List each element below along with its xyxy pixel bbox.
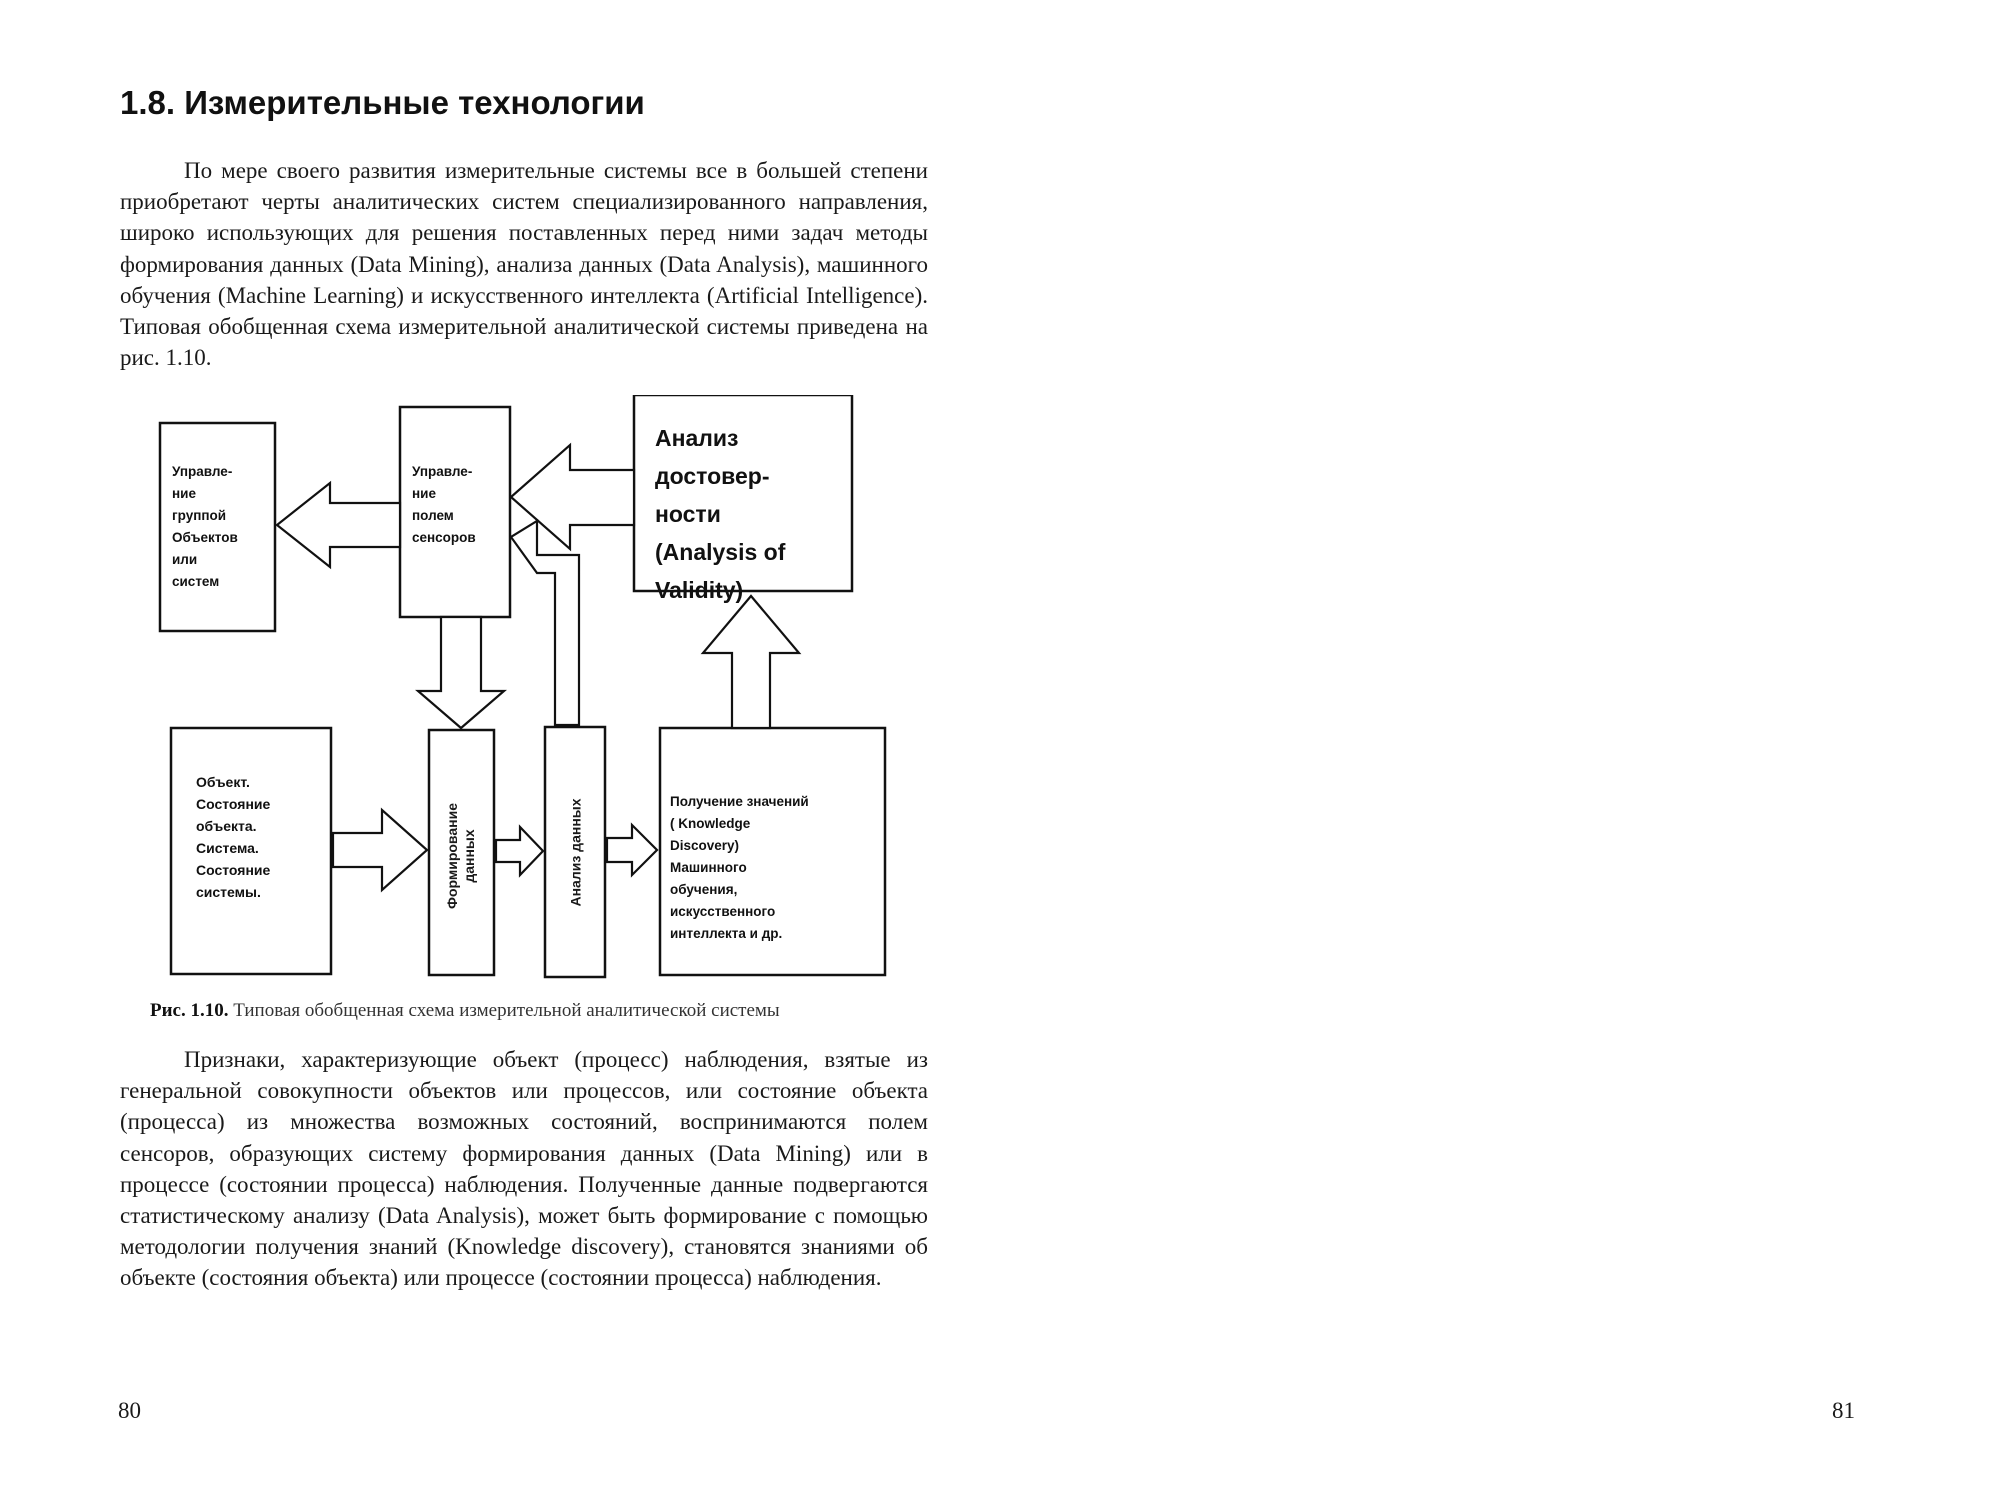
figure-1-10 <box>150 395 890 995</box>
label-knowledge: Получение значений ( Knowledge Discovery) Машинного обучения, искусственного интеллекта и др. <box>670 794 809 941</box>
right-page <box>1000 0 2000 1492</box>
intro-text <box>120 155 928 373</box>
arrow-analysis-to-knowledge <box>607 825 657 875</box>
page-number-right: 81 <box>1832 1398 1855 1423</box>
label-data-analysis: Анализ данных <box>567 798 584 907</box>
arrow-to-data-forming <box>418 617 504 728</box>
label-sensor-control: Управле- ние полем сенсоров <box>412 464 476 545</box>
section-heading: 1.8. Измерительные технологии <box>120 84 645 121</box>
label-validity: Анализ достовер- ности (Analysis of Validity) <box>655 425 786 603</box>
arrow-object-to-forming <box>333 810 427 890</box>
after-figure-text <box>120 1044 928 1294</box>
label-object: Объект. Состояние объекта. Система. Состояние системы. <box>196 774 271 900</box>
arrow-to-group-control <box>277 483 400 567</box>
intro-paragraph: По мере своего развития измерительные системы все в большей степени приобретают черты аналитических систем специализированного направления, широко использующих для решения поставленных перед ними задач методы формирования данных (Data Mining), анализа данных (Data Analysis), машинного обучения (Machine Learning) и искусственного интеллекта (Artificial Intelligence). Типовая обобщенная схема измерительной аналитической системы приведена на рис. 1.10. <box>120 158 928 371</box>
label-data-forming: Формирование данных <box>444 803 477 909</box>
figure-caption <box>150 1000 910 1022</box>
label-group-control: Управле- ние группой Объектов или систем <box>172 464 238 589</box>
arrow-analysis-up <box>511 521 579 725</box>
arrow-forming-to-analysis <box>496 827 543 875</box>
after-paragraph: Признаки, характеризующие объект (процесс) наблюдения, взятые из генеральной совокупности объектов или процессов, или состояние объекта (процесса) из множества возможных состояний, воспринимаются полем сенсоров, образующих систему формирования данных (Data Mining) или в процессе (состоянии процесса) наблюдения. Полученные данные подвергаются статистическому анализу (Data Analysis), может быть формирование с помощью методологии получения знаний (Knowledge discovery), становятся знаниями об объекте (состояния объекта) или процессе (состоянии процесса) наблюдения. <box>120 1047 928 1291</box>
arrow-to-validity <box>703 596 799 728</box>
caption-text: Типовая обобщенная схема измерительной аналитической системы <box>233 1000 780 1021</box>
page-number-left: 80 <box>118 1398 141 1423</box>
caption-label: Рис. 1.10. <box>150 1000 229 1021</box>
